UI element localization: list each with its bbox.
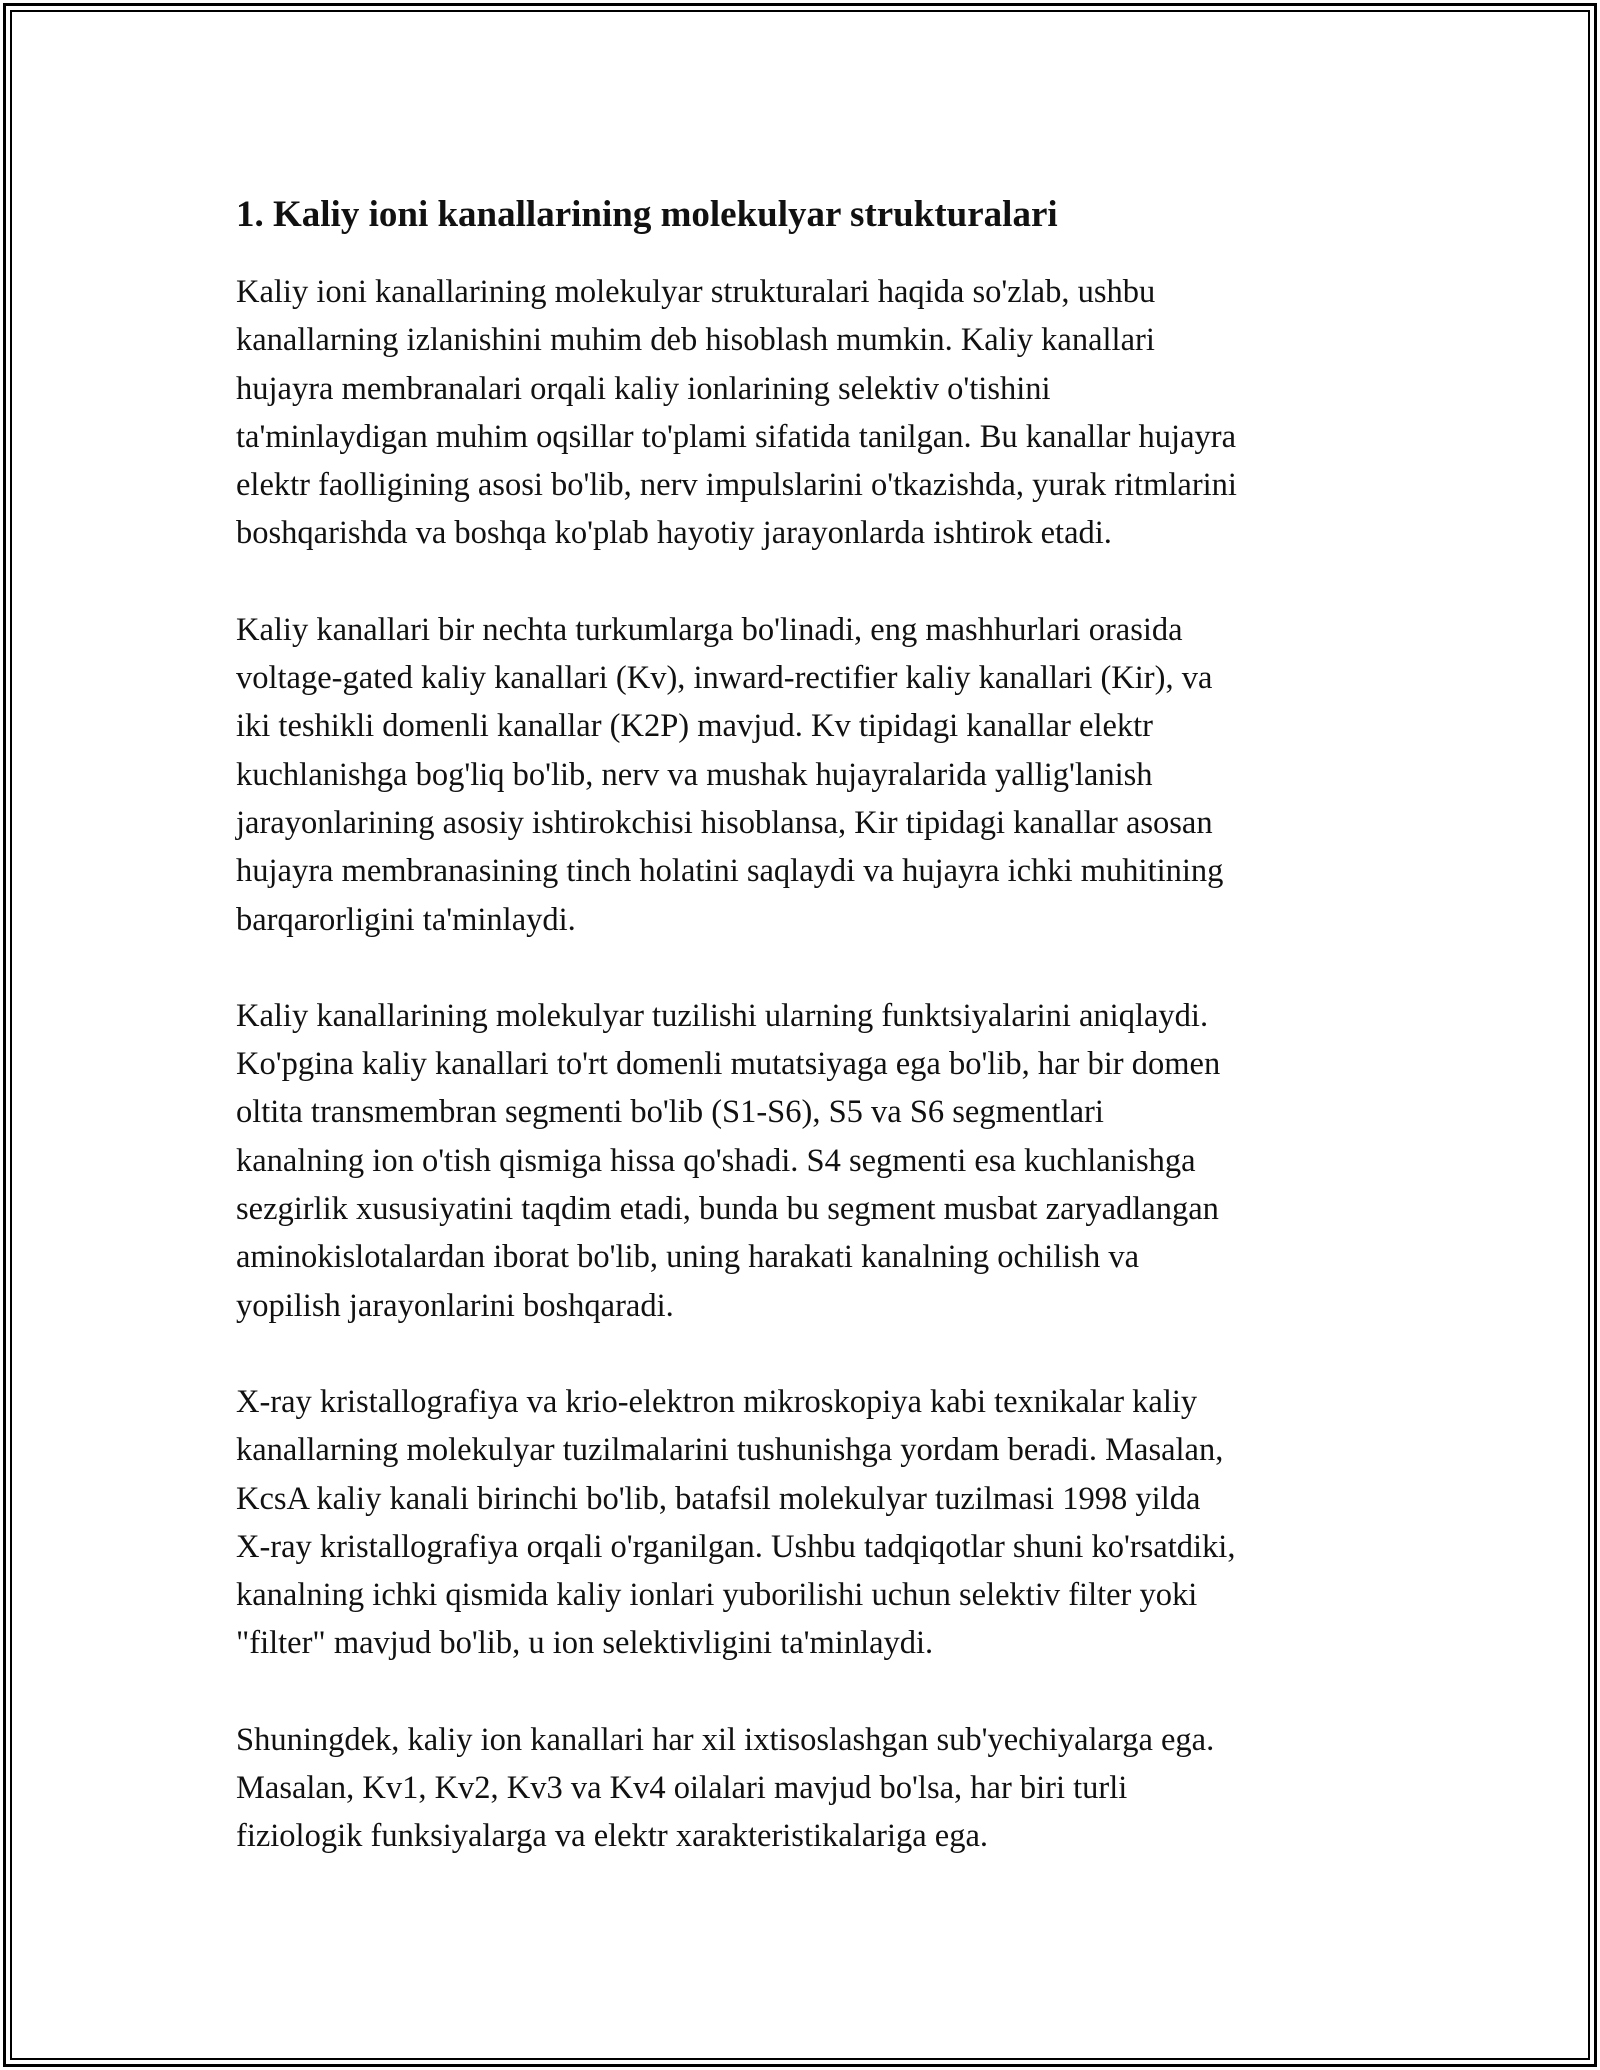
document-body xyxy=(236,188,1386,1861)
section-heading: 1. Kaliy ioni kanallarining molekulyar strukturalari xyxy=(236,194,1058,235)
paragraph-2: Kaliy kanallari bir nechta turkumlarga bo'linadi, eng mashhurlari orasida voltage-gated kaliy kanallari (Kv), inward-rectifier kaliy kanallari (Kir), va iki teshikli domenli kanallar (K2P) mavjud. Kv tipidagi kanallar elektr kuchlanishga bog'liq bo'lib, nerv va mushak hujayralarida yallig'lanish jarayonlarining asosiy ishtirokchisi hisoblansa, Kir tipidagi kanallar asosan hujayra membranasining tinch holatini saqlaydi va hujayra ichki muhitining barqarorligini ta'minlaydi. xyxy=(236,611,1224,938)
paragraph-4: X-ray kristallografiya va krio-elektron mikroskopiya kabi texnikalar kaliy kanallarning molekulyar tuzilmalarini tushunishga yordam beradi. Masalan, KcsA kaliy kanali birinchi bo'lib, batafsil molekulyar tuzilmasi 1998 yilda X-ray kristallografiya orqali o'rganilgan. Ushbu tadqiqotlar shuni ko'rsatdiki, kanalning ichki qismida kaliy ionlari yuborilishi uchun selektiv filter yoki "filter" mavjud bo'lib, u ion selektivligini ta'minlaydi. xyxy=(236,1383,1236,1662)
paragraph-1: Kaliy ioni kanallarining molekulyar strukturalari haqida so'zlab, ushbu kanallarning izlanishini muhim deb hisoblash mumkin. Kaliy kanallari hujayra membranalari orqali kaliy ionlarining selektiv o'tishini ta'minlaydigan muhim oqsillar to'plami sifatida tanilgan. Bu kanallar hujayra elektr faolligining asosi bo'lib, nerv impulslarini o'tkazishda, yurak ritmlarini boshqarishda va boshqa ko'plab hayotiy jarayonlarda ishtirok etadi. xyxy=(236,274,1237,552)
paragraph-3: Kaliy kanallarining molekulyar tuzilishi ularning funktsiyalarini aniqlaydi. Ko'pgina kaliy kanallari to'rt domenli mutatsiyaga ega bo'lib, har bir domen oltita transmembran segmenti bo'lib (S1-S6), S5 va S6 segmentlari kanalning ion o'tish qismiga hissa qo'shadi. S4 segmenti esa kuchlanishga sezgirlik xususiyatini taqdim etadi, bunda bu segment musbat zaryadlangan aminokislotalardan iborat bo'lib, uning harakati kanalning ochilish va yopilish jarayonlarini boshqaradi. xyxy=(236,997,1221,1324)
paragraph-5: Shuningdek, kaliy ion kanallari har xil ixtisoslashgan sub'yechiyalarga ega. Masalan, Kv1, Kv2, Kv3 va Kv4 oilalari mavjud bo'lsa, har biri turli fiziologik funksiyalarga va elektr xarakteristikalariga ega. xyxy=(236,1721,1215,1855)
